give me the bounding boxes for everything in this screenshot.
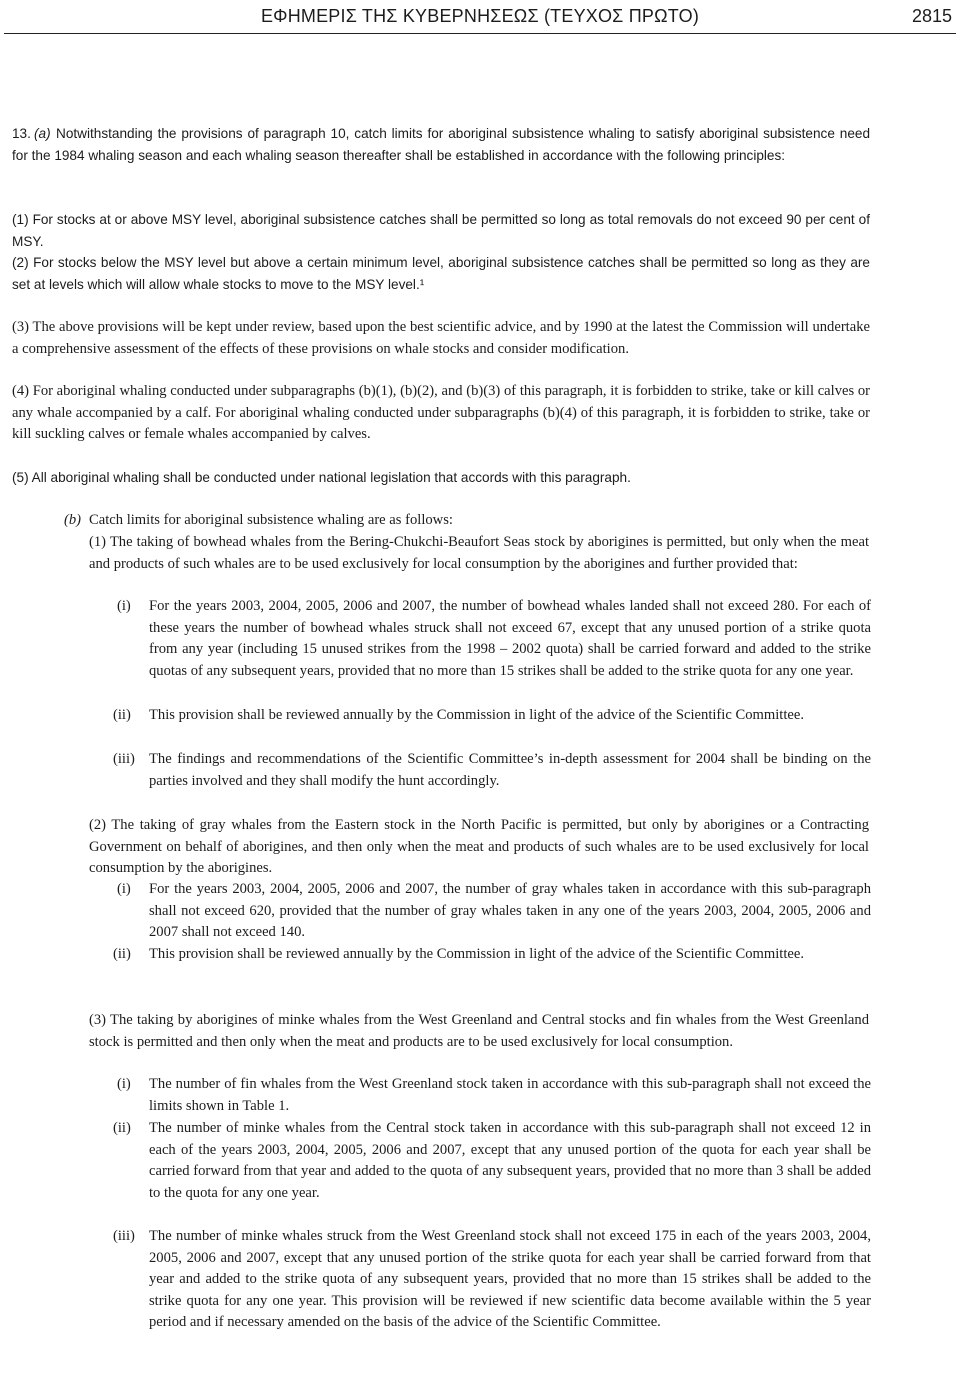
gray-item-i-label: (i) xyxy=(117,881,131,897)
para-a-principle-5: (5) All aboriginal whaling shall be conducted under national legislation that accords with this paragraph. xyxy=(12,470,631,485)
minke-item-iii-label: (iii) xyxy=(113,1228,135,1244)
bowhead-item-i: For the years 2003, 2004, 2005, 2006 and 2007, the number of bowhead whales landed shall not exceed 280. For each of these years the number of bowhead whales struck shall not exceed 67, except that any unused portion of a strike quota from any year (including 15 unused strikes from the 1998 – 2002 quota) shall be carried forward and added to the strike quotas of any subsequent years, provided that no more than 15 strikes shall be added to the strike quota for any one year. xyxy=(149,598,871,679)
gray-item-ii-label: (ii) xyxy=(113,946,131,962)
page-number: 2815 xyxy=(911,6,952,26)
bowhead-item-i-label: (i) xyxy=(117,598,131,614)
para-a-principle-2: (2) For stocks below the MSY level but above a certain minimum level, aboriginal subsistence catches shall be permitted so long as they are set at levels which will allow whale stocks to move to the MSY level.¹ xyxy=(12,255,870,292)
para-a-principle-1: (1) For stocks at or above MSY level, aboriginal subsistence catches shall be permitted so long as total removals do not exceed 90 per cent of MSY. xyxy=(12,212,870,249)
minke-item-ii-label: (ii) xyxy=(113,1120,131,1136)
para-a-label: (a) xyxy=(34,126,51,141)
section-number: 13. xyxy=(12,126,31,141)
minke-fin-provision: (3) The taking by aborigines of minke whales from the West Greenland and Central stocks and fin whales from the West Greenland stock is permitted and then only when the meat and products are to be used exclusively for local consumption. xyxy=(89,1012,869,1050)
minke-item-iii: The number of minke whales struck from the West Greenland stock shall not exceed 175 in each of the years 2003, 2004, 2005, 2006 and 2007, except that any unused portion of the strike quota for each year shall be carried forward from that year and added to the strike quota of any subsequent years, provided that no more than 15 strikes shall be added to the strike quota for any one year. This provision will be reviewed if new scientific data become available within the 5 year period and if necessary amended on the basis of the advice of the Scientific Committee. xyxy=(149,1228,871,1331)
para-a-principle-4: (4) For aboriginal whaling conducted under subparagraphs (b)(1), (b)(2), and (b)(3) of this paragraph, it is forbidden to strike, take or kill calves or any whale accompanied by a calf. For aboriginal whaling conducted under subparagraphs (b)(4) of this paragraph, it is forbidden to strike, take or kill suckling calves or female whales accompanied by calves. xyxy=(12,383,870,443)
minke-item-i-label: (i) xyxy=(117,1076,131,1092)
para-a-principle-3: (3) The above provisions will be kept under review, based upon the best scientific advice, and by 1990 at the latest the Commission will undertake a comprehensive assessment of the effects of these provisions on whale stocks and consider modification. xyxy=(12,319,870,357)
bowhead-item-ii: This provision shall be reviewed annually by the Commission in light of the advice of the Scientific Committee. xyxy=(149,707,804,723)
para-b-intro: Catch limits for aboriginal subsistence whaling are as follows: xyxy=(89,512,453,528)
bowhead-item-iii-label: (iii) xyxy=(113,751,135,767)
bowhead-item-ii-label: (ii) xyxy=(113,707,131,723)
para-a-intro: Notwithstanding the provisions of paragraph 10, catch limits for aboriginal subsistence whaling to satisfy aboriginal subsistence need for the 1984 whaling season and each whaling season thereafter shall be established in accordance with the following principles: xyxy=(12,126,870,163)
minke-item-ii: The number of minke whales from the Central stock taken in accordance with this sub-paragraph shall not exceed 12 in each of the years 2003, 2004, 2005, 2006 and 2007, except that any unused portion of the quota for each year shall be carried forward from that year and added to the quota of any subsequent years, provided that no more than 3 shall be added to the quota for any one year. xyxy=(149,1120,871,1201)
bowhead-item-iii: The findings and recommendations of the Scientific Committee’s in-depth assessment for 2004 shall be binding on the parties involved and they shall modify the hunt accordingly. xyxy=(149,751,871,789)
minke-item-i: The number of fin whales from the West Greenland stock taken in accordance with this sub-paragraph shall not exceed the limits shown in Table 1. xyxy=(149,1076,871,1114)
gray-item-i: For the years 2003, 2004, 2005, 2006 and 2007, the number of gray whales taken in accordance with this sub-paragraph shall not exceed 620, provided that the number of gray whales taken in any one of the years 2003, 2004, 2005, 2006 and 2007 shall not exceed 140. xyxy=(149,881,871,941)
gazette-title: ΕΦΗΜΕΡΙΣ ΤΗΣ ΚΥΒΕΡΝΗΣΕΩΣ (ΤΕΥΧΟΣ ΠΡΩΤΟ) xyxy=(260,6,700,26)
bowhead-provision: (1) The taking of bowhead whales from the Bering-Chukchi-Beaufort Seas stock by aborigines is permitted, but only when the meat and products of such whales are to be used exclusively for local consumption by the aborigines and further provided that: xyxy=(89,534,869,572)
gray-whale-provision: (2) The taking of gray whales from the Eastern stock in the North Pacific is permitted, but only by aborigines or a Contracting Government on behalf of aborigines, and then only when the meat and products of such whales are to be used exclusively for local consumption by the aborigines. xyxy=(89,817,869,877)
para-b-label: (b) xyxy=(64,512,82,528)
gray-item-ii: This provision shall be reviewed annually by the Commission in light of the advice of the Scientific Committee. xyxy=(149,946,804,962)
